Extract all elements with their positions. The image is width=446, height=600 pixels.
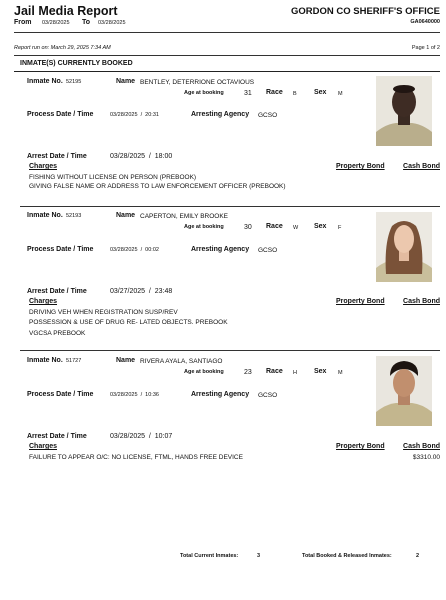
agency-label: Arresting Agency: [191, 391, 250, 398]
process-value: 03/28/2025 / 00:02: [110, 247, 159, 253]
process-label: Process Date / Time: [27, 391, 94, 398]
inmate-number: 52195: [66, 79, 82, 85]
arrest-label: Arrest Date / Time: [27, 288, 87, 295]
age-label: Age at booking: [184, 224, 224, 230]
record-divider: [20, 350, 440, 351]
total-booked-value: 2: [416, 553, 420, 559]
race-value: H: [293, 370, 297, 376]
race-label: Race: [266, 223, 283, 230]
agency-id: GA0640000: [410, 19, 440, 25]
mugshot: [376, 212, 432, 282]
charge-line: GIVING FALSE NAME OR ADDRESS TO LAW ENFORCEMENT OFFICER (PREBOOK): [29, 183, 286, 190]
arrest-value: 03/27/2025 / 23:48: [110, 288, 173, 295]
charges-heading: Charges: [29, 298, 58, 305]
charge-line: DRIVING VEH WHEN REGISTRATION SUSP/REV: [29, 309, 178, 316]
age-label: Age at booking: [184, 369, 224, 375]
section-title: INMATE(S) CURRENTLY BOOKED: [20, 60, 133, 67]
cash-bond-heading: Cash Bond: [403, 443, 440, 450]
process-value: 03/28/2025 / 10:36: [110, 392, 159, 398]
inmate-number: 51727: [66, 358, 82, 364]
race-value: B: [293, 91, 297, 97]
name-label: Name: [116, 212, 136, 219]
agency-name: GORDON CO SHERIFF'S OFFICE: [291, 6, 440, 17]
property-bond-heading: Property Bond: [336, 443, 385, 450]
inmate-no-label: Inmate No.: [27, 212, 63, 219]
record-divider: [20, 206, 440, 207]
inmate-name: CAPERTON, EMILY BROOKE: [140, 213, 229, 220]
inmate-name: RIVERA AYALA, SANTIAGO: [140, 358, 223, 365]
charges-heading: Charges: [29, 443, 58, 450]
sex-label: Sex: [314, 223, 327, 230]
property-bond-heading: Property Bond: [336, 298, 385, 305]
charge-line: FISHING WITHOUT LICENSE ON PERSON (PREBOOK): [29, 174, 197, 181]
agency-value: GCSO: [258, 247, 278, 254]
agency-value: GCSO: [258, 392, 278, 399]
from-label: From: [14, 19, 32, 26]
charge-line: VGCSA PREBOOK: [29, 330, 86, 337]
sex-value: F: [338, 225, 342, 231]
from-date: 03/28/2025: [42, 20, 70, 26]
inmate-name: BENTLEY, DETERRIONE OCTAVIOUS: [140, 79, 255, 86]
race-label: Race: [266, 368, 283, 375]
inmate-number: 52193: [66, 213, 82, 219]
name-label: Name: [116, 357, 136, 364]
agency-label: Arresting Agency: [191, 111, 250, 118]
inmate-no-label: Inmate No.: [27, 78, 63, 85]
process-label: Process Date / Time: [27, 246, 94, 253]
race-label: Race: [266, 89, 283, 96]
section-bottom-divider: [14, 71, 440, 72]
sex-value: M: [338, 370, 343, 376]
age-value: 30: [244, 224, 252, 231]
total-current-value: 3: [257, 553, 261, 559]
age-value: 23: [244, 369, 252, 376]
mugshot: [376, 76, 432, 146]
section-top-divider: [14, 55, 440, 56]
race-value: W: [293, 225, 299, 231]
to-date: 03/28/2025: [98, 20, 126, 26]
sex-label: Sex: [314, 89, 327, 96]
cash-bond-heading: Cash Bond: [403, 298, 440, 305]
report-run-on: Report run on: March 29, 2025 7:34 AM: [14, 45, 111, 51]
arrest-value: 03/28/2025 / 18:00: [110, 153, 173, 160]
total-current-label: Total Current Inmates:: [180, 553, 239, 559]
total-booked-label: Total Booked & Released Inmates:: [302, 553, 392, 559]
arrest-value: 03/28/2025 / 10:07: [110, 433, 173, 440]
age-label: Age at booking: [184, 90, 224, 96]
inmate-no-label: Inmate No.: [27, 357, 63, 364]
charges-heading: Charges: [29, 163, 58, 170]
sex-value: M: [338, 91, 343, 97]
agency-label: Arresting Agency: [191, 246, 250, 253]
age-value: 31: [244, 90, 252, 97]
mugshot: [376, 356, 432, 426]
sex-label: Sex: [314, 368, 327, 375]
process-label: Process Date / Time: [27, 111, 94, 118]
arrest-label: Arrest Date / Time: [27, 153, 87, 160]
name-label: Name: [116, 78, 136, 85]
cash-bond-heading: Cash Bond: [403, 163, 440, 170]
agency-value: GCSO: [258, 112, 278, 119]
report-title: Jail Media Report: [14, 4, 118, 18]
to-label: To: [82, 19, 91, 26]
cash-bond-value: $3310.00: [412, 454, 440, 461]
charge-line: POSSESSION & USE OF DRUG RE- LATED OBJECTS. PREBOOK: [29, 319, 228, 326]
process-value: 03/28/2025 / 20:31: [110, 112, 159, 118]
property-bond-heading: Property Bond: [336, 163, 385, 170]
page-number: Page 1 of 2: [411, 45, 440, 51]
arrest-label: Arrest Date / Time: [27, 433, 87, 440]
header-divider: [14, 32, 440, 33]
charge-line: FAILURE TO APPEAR O/C: NO LICENSE, FTML, HANDS FREE DEVICE: [29, 454, 243, 461]
